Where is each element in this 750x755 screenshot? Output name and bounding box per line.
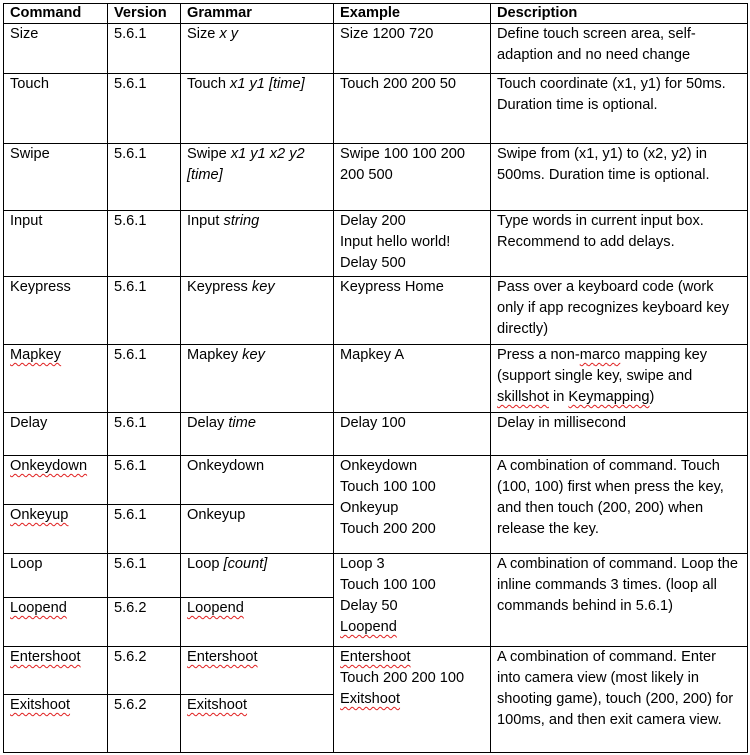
example-line: Swipe 100 100 200 200 500 [340, 146, 465, 183]
example-cell [334, 554, 491, 647]
grammar-args: x1 y1 [time] [230, 76, 305, 92]
version-cell: 5.6.1 [108, 211, 181, 277]
command-cell [4, 647, 108, 695]
grammar-command: Loopend [187, 600, 244, 616]
grammar-command: Loop [187, 556, 220, 572]
grammar-cell [181, 598, 334, 647]
version-cell: 5.6.1 [108, 277, 181, 345]
example-cell [334, 211, 491, 277]
version-cell: 5.6.2 [108, 647, 181, 695]
description-text: Keymapping [568, 389, 650, 405]
example-line: Touch 200 200 100 [340, 670, 465, 686]
grammar-command: Size [187, 26, 216, 42]
table-row [4, 24, 748, 74]
description-text: skillshot [497, 389, 549, 405]
command-cell: Loop [4, 554, 108, 598]
description-text: mapping key (support single key, swipe and [497, 347, 708, 384]
version-cell: 5.6.1 [108, 413, 181, 456]
command-cell: Touch [4, 74, 108, 144]
grammar-command: Delay [187, 415, 225, 431]
example-line: Delay 200 [340, 213, 406, 229]
command-cell: Input [4, 211, 108, 277]
command-cell: Size [4, 24, 108, 74]
grammar-args: time [228, 415, 256, 431]
example-cell [334, 456, 491, 554]
grammar-command: Entershoot [187, 649, 258, 665]
example-cell [334, 277, 491, 345]
description-cell: Pass over a keyboard code (work only if app recognizes keyboard key directly) [491, 277, 748, 345]
grammar-command: Exitshoot [187, 697, 248, 713]
example-cell [334, 345, 491, 413]
version-cell: 5.6.1 [108, 24, 181, 74]
grammar-cell [181, 277, 334, 345]
command-cell [4, 345, 108, 413]
grammar-args: x1 y1 x2 y2 [time] [187, 146, 305, 183]
grammar-cell [181, 413, 334, 456]
command-text: Entershoot [10, 649, 81, 665]
grammar-args: [count] [223, 556, 268, 572]
grammar-command: Keypress [187, 279, 248, 295]
example-line: Touch 100 100 [340, 577, 436, 593]
example-cell [334, 413, 491, 456]
grammar-args: key [242, 347, 265, 363]
header-example: Example [334, 4, 491, 24]
header-grammar: Grammar [181, 4, 334, 24]
version-cell: 5.6.1 [108, 345, 181, 413]
command-text: Mapkey [10, 347, 62, 363]
version-cell: 5.6.2 [108, 695, 181, 753]
grammar-cell [181, 144, 334, 211]
description-cell: Delay in millisecond [491, 413, 748, 456]
command-text: Onkeyup [10, 507, 69, 523]
example-line: Entershoot [340, 649, 411, 665]
grammar-cell [181, 211, 334, 277]
description-cell [491, 345, 748, 413]
version-cell: 5.6.1 [108, 456, 181, 505]
grammar-cell [181, 554, 334, 598]
version-cell: 5.6.2 [108, 598, 181, 647]
command-text: Exitshoot [10, 697, 71, 713]
command-reference-table [3, 3, 748, 753]
example-cell [334, 24, 491, 74]
table-row [4, 211, 748, 277]
description-text: marco [579, 347, 621, 363]
grammar-cell [181, 695, 334, 753]
example-line: Keypress Home [340, 279, 444, 295]
description-cell: A combination of command. Touch (100, 100) first when press the key, and then touch (200, 200) when release the key. [491, 456, 748, 554]
table-row [4, 277, 748, 345]
grammar-cell [181, 345, 334, 413]
table-row [4, 554, 748, 598]
grammar-command: Swipe [187, 146, 227, 162]
description-cell: A combination of command. Loop the inline commands 3 times. (loop all commands behind in 5.6.1) [491, 554, 748, 647]
command-cell: Swipe [4, 144, 108, 211]
example-line: Exitshoot [340, 691, 401, 707]
description-cell: Touch coordinate (x1, y1) for 50ms. Duration time is optional. [491, 74, 748, 144]
table-row [4, 144, 748, 211]
command-cell [4, 598, 108, 647]
version-cell: 5.6.1 [108, 505, 181, 554]
example-line: Delay 50 [340, 598, 398, 614]
header-description: Description [491, 4, 748, 24]
example-line: Input hello world! [340, 234, 451, 250]
description-cell: Type words in current input box. Recommend to add delays. [491, 211, 748, 277]
command-cell [4, 456, 108, 505]
description-text: ) [649, 389, 655, 405]
grammar-cell [181, 647, 334, 695]
command-cell [4, 505, 108, 554]
example-line: Touch 200 200 [340, 521, 436, 537]
header-command: Command [4, 4, 108, 24]
header-row [4, 4, 748, 24]
example-cell [334, 74, 491, 144]
version-cell: 5.6.1 [108, 74, 181, 144]
grammar-cell: Onkeyup [181, 505, 334, 554]
command-text: Onkeydown [10, 458, 88, 474]
command-cell: Keypress [4, 277, 108, 345]
version-cell: 5.6.1 [108, 554, 181, 598]
command-cell: Delay [4, 413, 108, 456]
grammar-cell: Onkeydown [181, 456, 334, 505]
description-cell: A combination of command. Enter into camera view (most likely in shooting game), touch (200, 200) for 100ms, and then exit camera view. [491, 647, 748, 753]
grammar-args: x y [219, 26, 239, 42]
example-cell [334, 647, 491, 753]
grammar-command: Input [187, 213, 220, 229]
example-line: Onkeydown [340, 458, 418, 474]
example-line: Loop 3 [340, 556, 385, 572]
grammar-cell [181, 24, 334, 74]
description-cell: Swipe from (x1, y1) to (x2, y2) in 500ms. Duration time is optional. [491, 144, 748, 211]
grammar-command: Touch [187, 76, 226, 92]
table-row [4, 413, 748, 456]
example-line: Loopend [340, 619, 397, 635]
version-cell: 5.6.1 [108, 144, 181, 211]
description-text: Press a non- [497, 347, 580, 363]
example-line: Mapkey A [340, 347, 405, 363]
grammar-command: Mapkey [187, 347, 239, 363]
example-line: Size 1200 720 [340, 26, 434, 42]
example-line: Delay 100 [340, 415, 406, 431]
example-line: Delay 500 [340, 255, 406, 271]
grammar-args: string [223, 213, 260, 229]
example-line: Touch 200 200 50 [340, 76, 457, 92]
table-row [4, 345, 748, 413]
grammar-cell [181, 74, 334, 144]
header-version: Version [108, 4, 181, 24]
description-cell: Define touch screen area, self-adaption and no need change [491, 24, 748, 74]
table-row [4, 647, 748, 695]
command-text: Loopend [10, 600, 67, 616]
grammar-args: key [251, 279, 275, 295]
example-cell [334, 144, 491, 211]
example-line: Onkeyup [340, 500, 399, 516]
description-text: in [548, 389, 569, 405]
table-row [4, 456, 748, 505]
table-row [4, 74, 748, 144]
command-cell [4, 695, 108, 753]
example-line: Touch 100 100 [340, 479, 436, 495]
